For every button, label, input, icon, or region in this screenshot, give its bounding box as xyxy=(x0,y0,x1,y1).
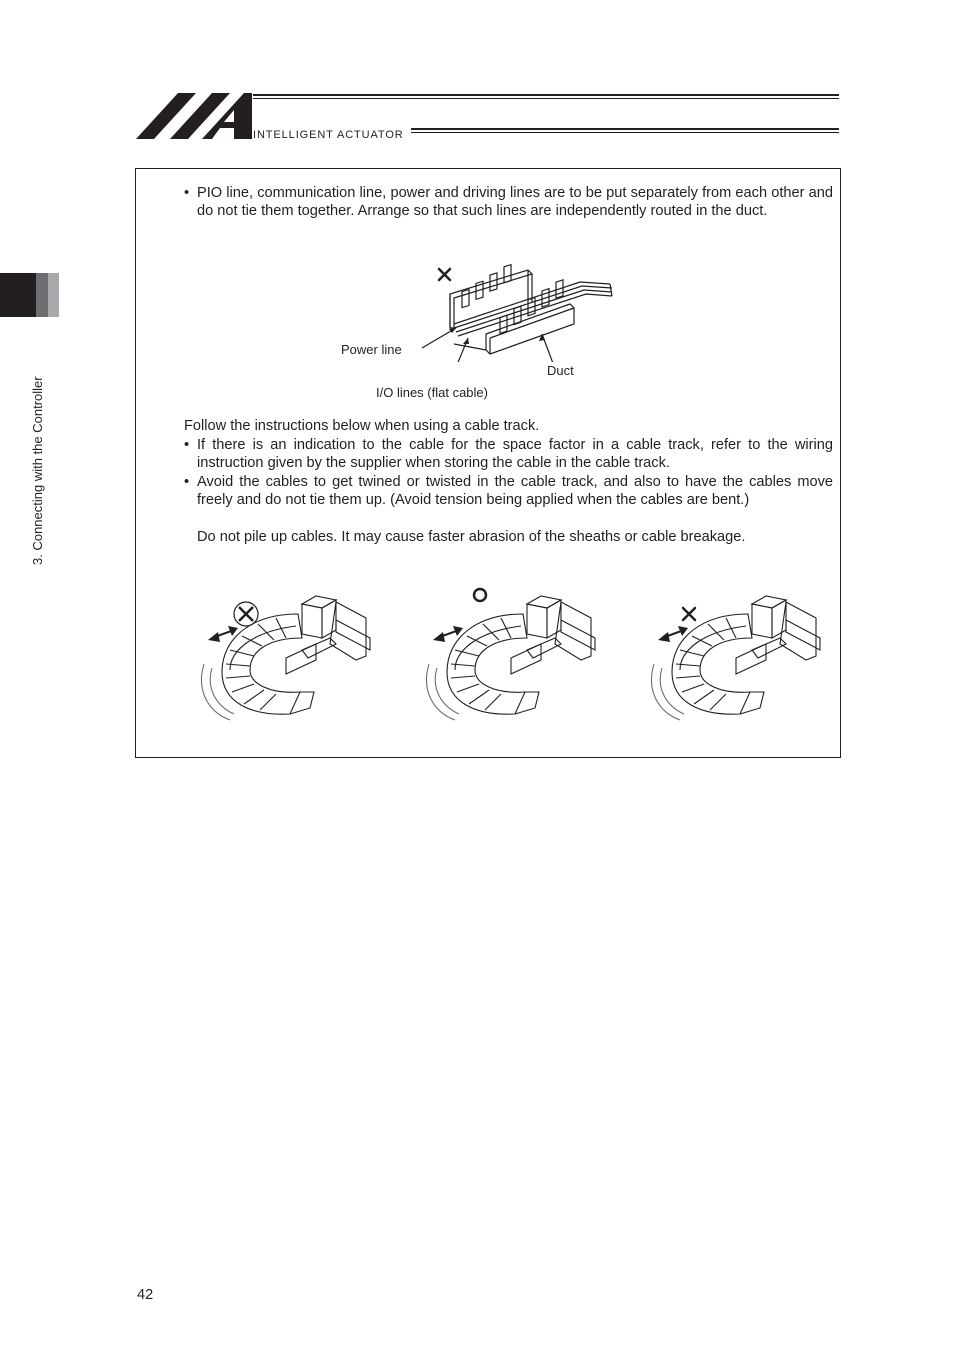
header-rule-top-2 xyxy=(253,98,839,99)
header-rule-bottom-1 xyxy=(411,128,839,130)
cable-track-figures xyxy=(190,580,830,730)
page-number: 42 xyxy=(137,1287,154,1303)
bullet-text: Avoid the cables to get twined or twisted in the cable track, and also to have the cables move freely and do not tie them up. (Avoid tension being applied when the cables are bent.) xyxy=(197,474,833,509)
bullet-text: If there is an indication to the cable for the space factor in a cable track, refer to the wiring instruction given by the supplier when storing the cable in the cable track. xyxy=(197,437,833,472)
cross-mark-icon xyxy=(439,269,450,280)
bad-mark-icon xyxy=(683,608,695,620)
bullet-text-continuation: Do not pile up cables. It may cause faster abrasion of the sheaths or cable breakage. xyxy=(197,529,746,545)
bullet-item-separate-lines xyxy=(184,184,834,240)
io-lines-label: I/O lines (flat cable) xyxy=(376,385,488,400)
bad-mark-circled-icon xyxy=(234,602,258,626)
bullet-item-avoid-twist xyxy=(184,473,834,548)
power-line-label: Power line xyxy=(341,342,402,357)
header-rule-bottom-2 xyxy=(411,132,839,133)
chapter-tab-light xyxy=(48,273,59,317)
bullet-dot: • xyxy=(184,474,190,490)
brand-text: INTELLIGENT ACTUATOR xyxy=(253,129,404,141)
bullet-dot: • xyxy=(184,185,190,201)
bullet-dot: • xyxy=(184,437,190,453)
ia-logo xyxy=(136,92,252,140)
cable-track-intro: Follow the instructions below when using a cable track. xyxy=(184,418,540,434)
good-mark-icon xyxy=(474,589,486,601)
header-rule-top-1 xyxy=(253,94,839,96)
duct-label: Duct xyxy=(547,363,574,378)
chapter-label: 3. Connecting with the Controller xyxy=(30,376,45,565)
chapter-tab-dark xyxy=(0,273,36,317)
bullet-item-space-factor xyxy=(184,436,834,474)
chapter-tab-mid xyxy=(36,273,48,317)
bullet-text: PIO line, communication line, power and driving lines are to be put separately from each other and do not tie them together. Arrange so that such lines are independently routed in the duct. xyxy=(197,185,833,220)
